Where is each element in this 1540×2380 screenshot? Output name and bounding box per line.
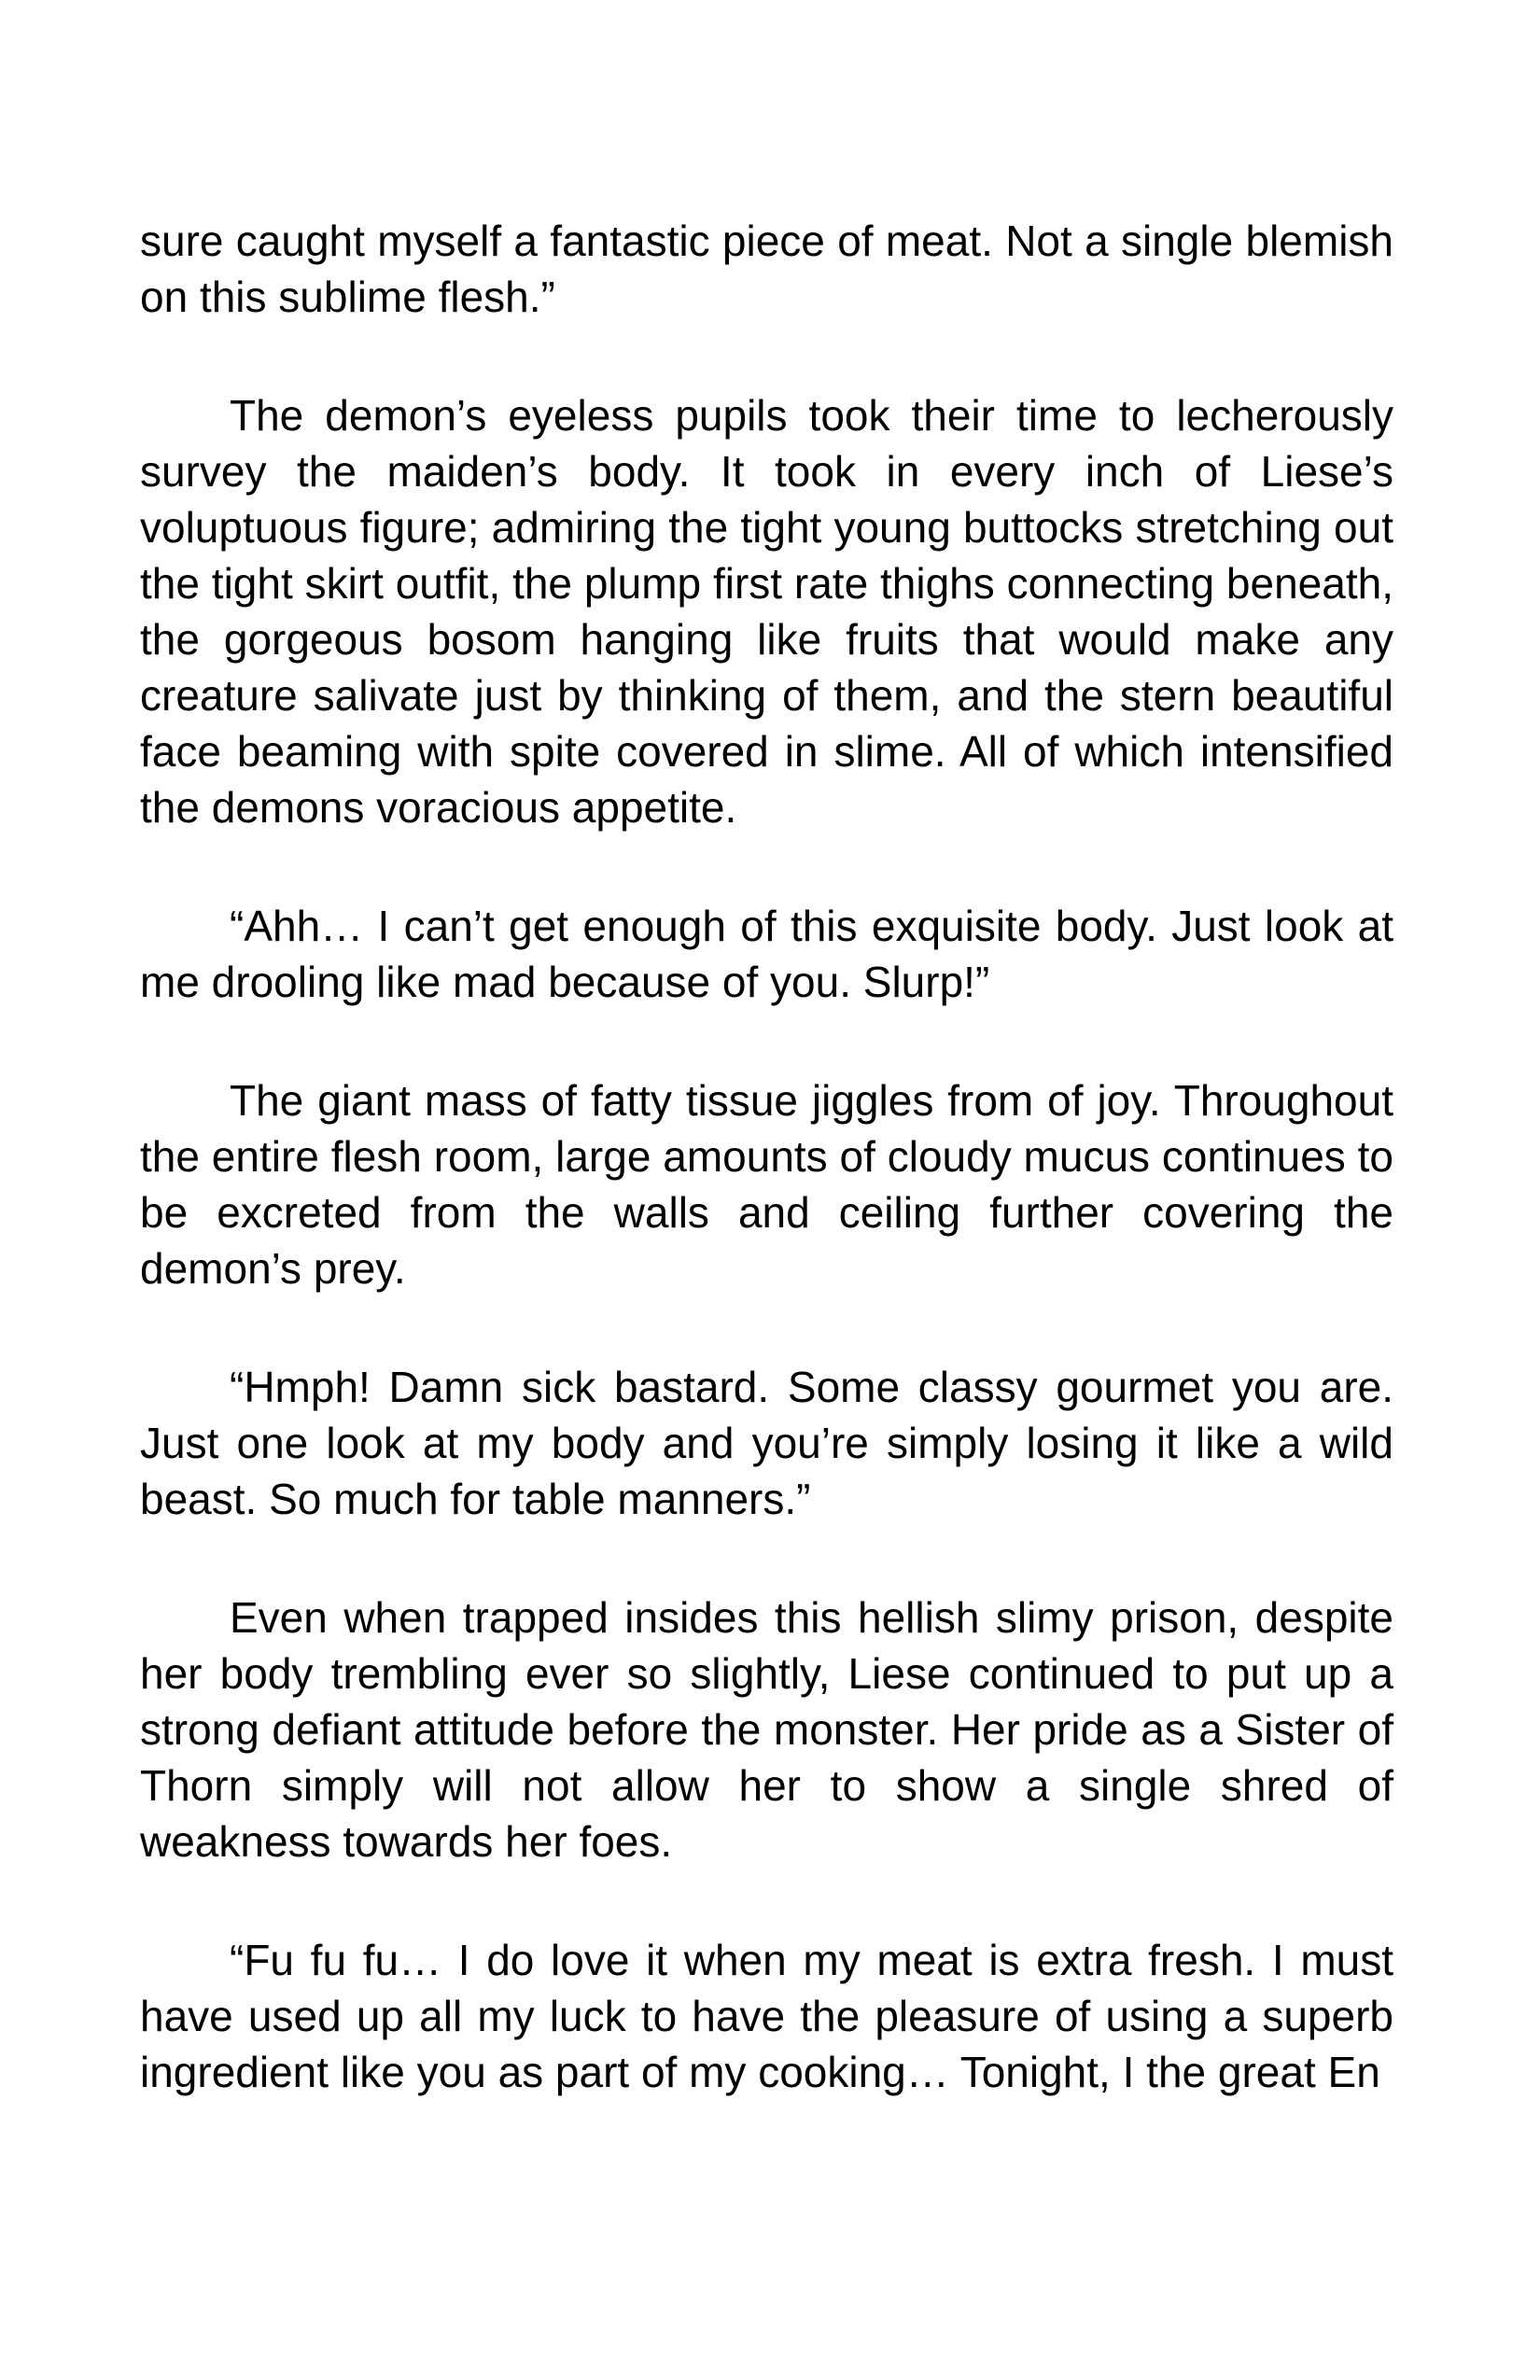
- paragraph: “Hmph! Damn sick bastard. Some classy gourmet you are. Just one look at my body and you’re simply losing it like a wild beast. So much for table manners.”: [140, 1363, 1393, 1523]
- paragraph: sure caught myself a fantastic piece of meat. Not a single blemish on this sublime flesh.”: [140, 217, 1393, 321]
- paragraph: “Ahh… I can’t get enough of this exquisite body. Just look at me drooling like mad because of you. Slurp!”: [140, 902, 1393, 1006]
- paragraph: The giant mass of fatty tissue jiggles from of joy. Throughout the entire flesh room, large amounts of cloudy mucus continues to be excreted from the walls and ceiling further covering the demon’s prey.: [140, 1076, 1393, 1293]
- paragraph: Even when trapped insides this hellish slimy prison, despite her body trembling ever so slightly, Liese continued to put up a strong defiant attitude before the monster. Her pride as a Sister of Thorn simply will not allow her to show a single shred of weakness towards her foes.: [140, 1593, 1393, 1866]
- paragraph: “Fu fu fu… I do love it when my meat is extra fresh. I must have used up all my luck to have the pleasure of using a superb ingredient like you as part of my cooking… Tonight, I the great En: [140, 1936, 1393, 2096]
- paragraph: The demon’s eyeless pupils took their time to lecherously survey the maiden’s body. It took in every inch of Liese’s voluptuous figure; admiring the tight young buttocks stretching out the tight skirt outfit, the plump first rate thighs connecting beneath, the gorgeous bosom hanging like fruits that would make any creature salivate just by thinking of them, and the stern beautiful face beaming with spite covered in slime. All of which intensified the demons voracious appetite.: [140, 391, 1393, 832]
- page-text: [140, 213, 1393, 2100]
